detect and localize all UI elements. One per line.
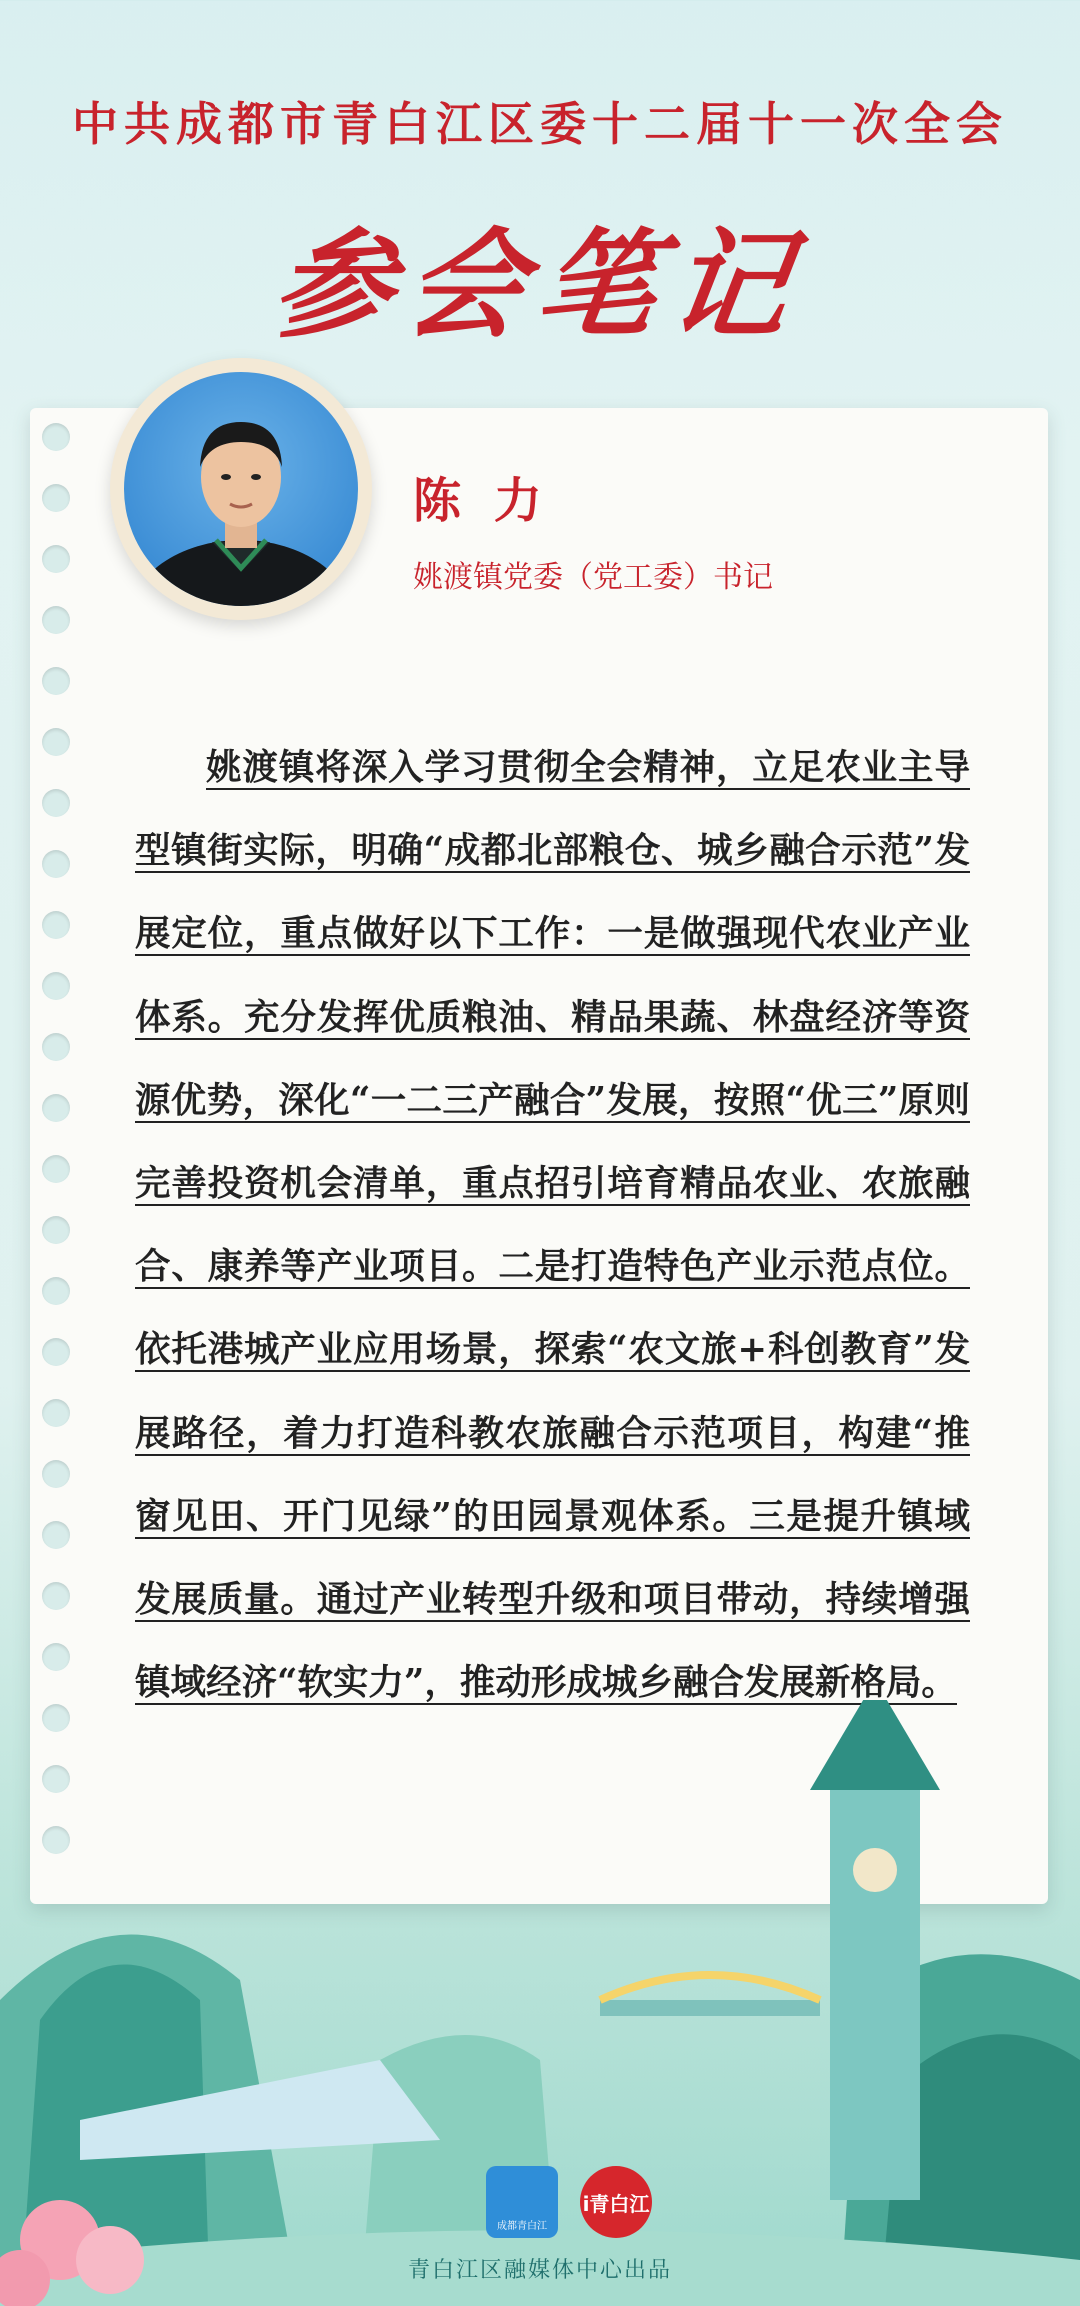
- footer-logos: [486, 2166, 652, 2238]
- footer-credit: 青白江区融媒体中心出品: [407, 2258, 672, 2283]
- article-body: [135, 726, 970, 1724]
- logo-i-qingbaijiang: i青白江: [580, 2166, 652, 2238]
- header-title: 中共成都市青白江区委十二届十一次全会: [72, 97, 1008, 151]
- article-text: 姚渡镇将深入学习贯彻全会精神，立足农业主导型镇街实际，明确“成都北部粮仓、城乡融合示范”发展定位，重点做好以下工作：一是做强现代农业产业体系。充分发挥优质粮油、精品果蔬、林盘经济等资源优势，深化“一二三产融合”发展，按照“优三”原则完善投资机会清单，重点招引培育精品农业、农旅融合、康养等产业项目。二是打造特色产业示范点位。依托港城产业应用场景，探索“农文旅+科创教育”发展路径，着力打造科教农旅融合示范项目，构建“推窗见田、开门见绿”的田园景观体系。三是提升镇域发展质量。通过产业转型升级和项目带动，持续增强镇域经济“软实力”，推动形成城乡融合发展新格局。: [135, 747, 970, 1704]
- logo-chengdu-qingbaijiang: 成都青白江: [486, 2166, 558, 2238]
- binder-holes: [42, 423, 72, 1887]
- person-name: 陈 力: [413, 473, 550, 529]
- person-role: 姚渡镇党委（党工委）书记: [413, 560, 773, 595]
- script-title: 参会笔记: [264, 215, 813, 354]
- avatar: [124, 372, 358, 606]
- avatar-frame: [110, 358, 372, 620]
